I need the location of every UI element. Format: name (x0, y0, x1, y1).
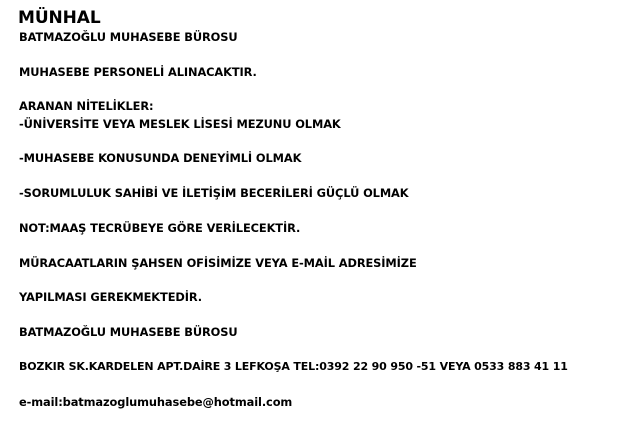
requirements-heading: ARANAN NİTELİKLER: (19, 99, 154, 113)
requirement-item: -MUHASEBE KONUSUNDA DENEYİMLİ OLMAK (19, 151, 302, 165)
requirement-item: -SORUMLULUK SAHİBİ VE İLETİŞİM BECERİLERİ GÜÇLÜ OLMAK (19, 186, 409, 200)
application-text-line1: MÜRACAATLARIN ŞAHSEN OFİSİMİZE VEYA E-MAİL ADRESİMİZE (19, 256, 417, 270)
company-name-bottom: BATMAZOĞLU MUHASEBE BÜROSU (19, 325, 238, 339)
ad-title: MÜNHAL (18, 8, 101, 28)
address-phone: BOZKIR SK.KARDELEN APT.DAİRE 3 LEFKOŞA TEL:0392 22 90 950 -51 VEYA 0533 883 41 11 (19, 360, 568, 373)
application-text-line2: YAPILMASI GEREKMEKTEDİR. (19, 290, 202, 304)
email-address: e-mail:batmazoglumuhasebe@hotmail.com (19, 395, 293, 409)
announcement-text: MUHASEBE PERSONELİ ALINACAKTIR. (19, 65, 257, 79)
requirement-item: -ÜNİVERSİTE VEYA MESLEK LİSESİ MEZUNU OLMAK (19, 117, 341, 131)
company-name-top: BATMAZOĞLU MUHASEBE BÜROSU (19, 30, 238, 44)
salary-note: NOT:MAAŞ TECRÜBEYE GÖRE VERİLECEKTİR. (19, 221, 301, 235)
